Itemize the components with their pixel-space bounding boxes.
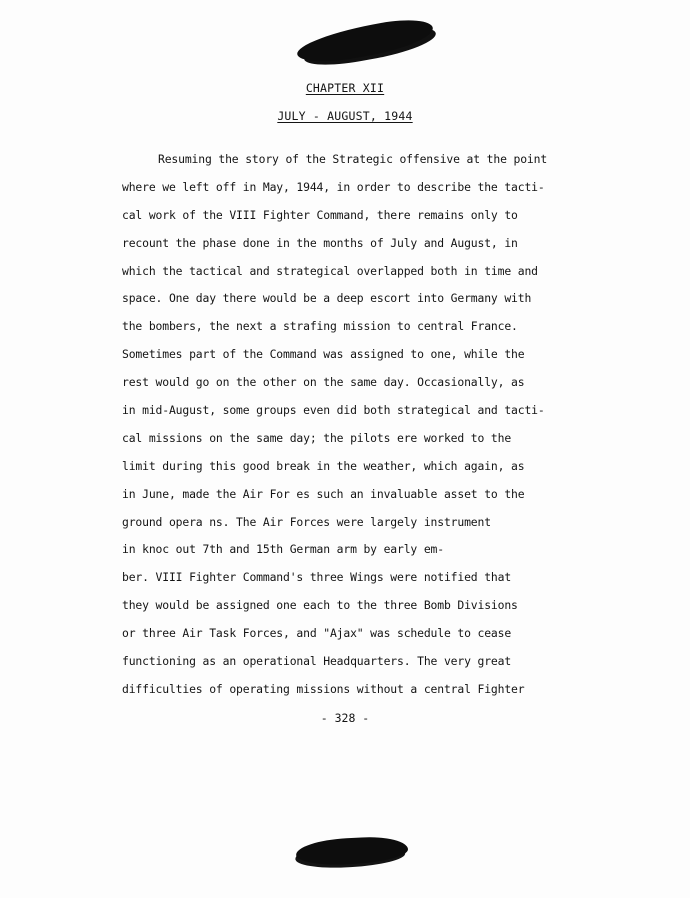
body-line: functioning as an operational Headquarters. The very great: [122, 654, 512, 669]
body-line: limit during this good break in the weather, which again, as: [122, 458, 525, 473]
body-text: [122, 150, 578, 708]
body-line: cal work of the VIII Fighter Command, there remains only to: [122, 207, 518, 222]
body-line: space. One day there would be a deep escort into Germany with: [122, 291, 532, 306]
body-line: Resuming the story of the Strategic offensive at the point: [158, 152, 548, 166]
body-line: in June, made the Air For es such an invaluable asset to the: [122, 486, 525, 501]
body-line: where we left off in May, 1944, in order to describe the tacti-: [122, 179, 545, 194]
body-line: or three Air Task Forces, and "Ajax" was schedule to cease: [122, 626, 512, 641]
body-line: the bombers, the next a strafing mission to central France.: [122, 319, 518, 334]
body-line: difficulties of operating missions without a central Fighter: [122, 681, 525, 696]
body-line: they would be assigned one each to the three Bomb Divisions: [122, 598, 518, 613]
page-number: - 328 -: [320, 711, 370, 725]
body-line: ber. VIII Fighter Command's three Wings were notified that: [122, 570, 512, 585]
body-line: which the tactical and strategical overlapped both in time and: [122, 263, 538, 278]
body-line: cal missions on the same day; the pilots ere worked to the: [122, 430, 512, 445]
body-line: in mid-August, some groups even did both strategical and tacti-: [122, 403, 545, 418]
body-line: ground opera ns. The Air Forces were largely instrument: [122, 514, 491, 529]
redaction-mark-bottom: [295, 835, 408, 867]
body-line: in knoc out 7th and 15th German arm by early em-: [122, 542, 444, 557]
body-line: Sometimes part of the Command was assigned to one, while the: [122, 347, 525, 362]
date-heading: JULY - AUGUST, 1944: [277, 109, 413, 123]
chapter-heading: CHAPTER XII: [305, 81, 385, 95]
redaction-mark-top: [294, 14, 435, 68]
body-line: recount the phase done in the months of July and August, in: [122, 235, 518, 250]
body-line: rest would go on the other on the same day. Occasionally, as: [122, 375, 525, 390]
